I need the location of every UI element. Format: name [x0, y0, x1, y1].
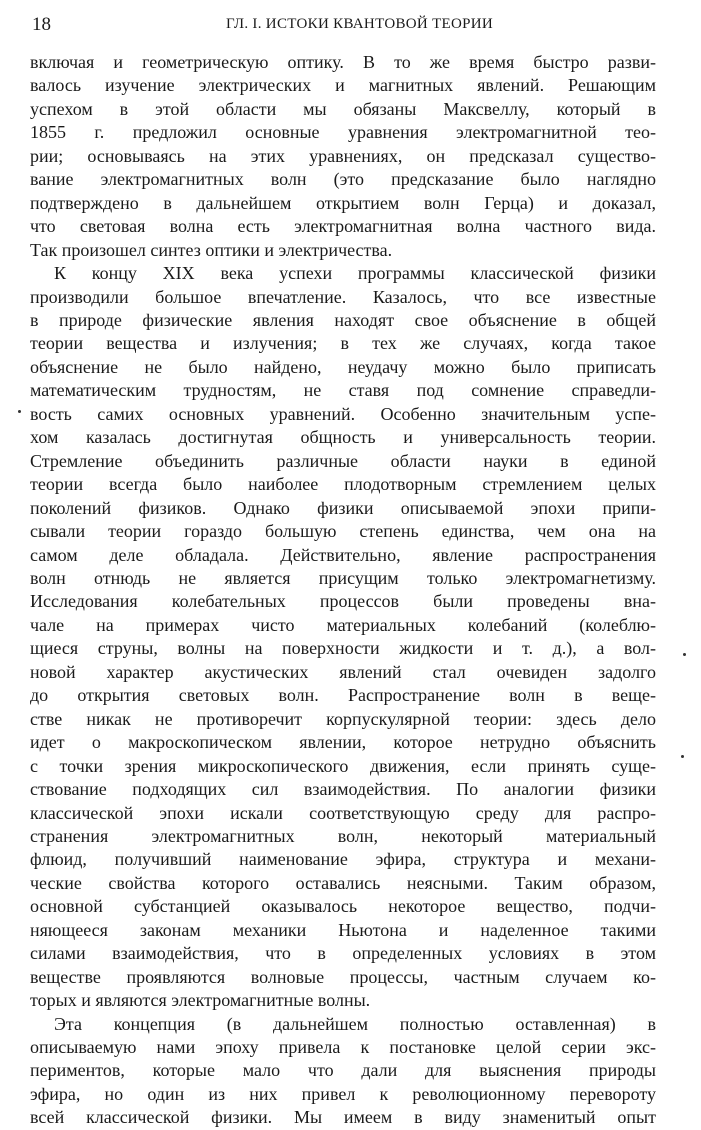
text-line: классической эпохи искали соответствующую среду для распро- [30, 802, 656, 823]
text-line: Так произошел синтез оптики и электричества. [30, 239, 393, 260]
text-line: с точки зрения микроскопического движения, если принять суще- [30, 755, 656, 776]
text-line: до открытия световых волн. Распространение волн в веще- [30, 685, 656, 706]
text-line: веществе проявляются волновые процессы, частным случаем ко- [30, 966, 656, 987]
text-line: вание электромагнитных волн (это предсказание было наглядно [30, 169, 656, 190]
margin-mark [681, 755, 684, 758]
text-line: периментов, которые мало что дали для выяснения природы [30, 1060, 656, 1081]
text-line: эфира, но один из них привел к революционному перевороту [30, 1083, 656, 1104]
text-line: чале на примерах чисто материальных колебаний (колеблю- [30, 614, 656, 635]
paragraph [30, 262, 656, 1013]
text-line: что световая волна есть электромагнитная волна частного вида. [30, 216, 656, 237]
chapter-title: ГЛ. I. ИСТОКИ КВАНТОВОЙ ТЕОРИИ [226, 16, 494, 32]
text-line: ствование подходящих сил взаимодействия. По аналогии физики [30, 779, 656, 800]
text-line: флюид, получивший наименование эфира, структура и механи- [30, 849, 656, 870]
text-line: вость самих основных уравнений. Особенно значительным успе- [30, 403, 656, 424]
text-line: производили большое впечатление. Казалось, что все известные [30, 286, 656, 307]
text-line: волн отнюдь не является присущим только электромагнетизму. [30, 567, 656, 588]
text-line: теории вещества и излучения; в тех же случаях, когда такое [30, 333, 656, 354]
text-line: няющееся законам механики Ньютона и наделенное такими [30, 919, 656, 940]
text-line: 1855 г. предложил основные уравнения электромагнитной тео- [30, 122, 656, 143]
body-text [30, 51, 656, 1130]
margin-mark [18, 410, 21, 413]
text-line: торых и являются электромагнитные волны. [30, 990, 371, 1011]
text-line: теории всегда было наиболее плодотворным стремлением целых [30, 474, 656, 495]
text-line: в природе физические явления находят свое объяснение в общей [30, 309, 656, 330]
page-number: 18 [32, 14, 51, 35]
text-line: основной субстанцией оказывалось некоторое вещество, подчи- [30, 896, 656, 917]
text-line: самом деле обладала. Действительно, явление распространения [30, 544, 656, 565]
running-head [32, 10, 662, 40]
text-line: странения электромагнитных волн, некоторый материальный [30, 825, 656, 846]
text-line: сывали теории гораздо большую степень единства, чем она на [30, 521, 656, 542]
text-line: подтверждено в дальнейшем открытием волн Герца) и доказал, [30, 192, 656, 213]
text-line: валось изучение электрических и магнитных явлений. Решающим [30, 75, 656, 96]
text-line: Эта концепция (в дальнейшем полностью оставленная) в [54, 1013, 656, 1034]
text-line: стве никак не противоречит корпускулярной теории: здесь дело [30, 708, 656, 729]
text-line: идет о макроскопическом явлении, которое нетрудно объяснить [30, 732, 656, 753]
text-line: Стремление объединить различные области науки в единой [30, 450, 656, 471]
text-line: силами взаимодействия, что в определенных условиях в этом [30, 943, 656, 964]
text-line: описываемую нами эпоху привела к постановке целой серии экс- [30, 1037, 656, 1058]
paragraph [30, 1013, 656, 1130]
text-line: хом казалась достигнутая общность и универсальность теории. [30, 427, 656, 448]
text-line: рии; основываясь на этих уравнениях, он предсказал существо- [30, 145, 656, 166]
text-line: всей классической физики. Мы имеем в виду знаменитый опыт [30, 1107, 656, 1128]
text-line: включая и геометрическую оптику. В то же время быстро разви- [30, 52, 656, 72]
text-line: К концу XIX века успехи программы классической физики [54, 263, 656, 284]
paragraph [30, 51, 656, 262]
text-line: поколений физиков. Однако физики описываемой эпохи припи- [30, 497, 656, 518]
text-line: объяснение не было найдено, неудачу можно было приписать [30, 356, 656, 377]
text-line: математическим трудностям, не ставя под сомнение справедли- [30, 380, 656, 401]
text-line: Исследования колебательных процессов были проведены вна- [30, 591, 656, 612]
text-line: щиеся струны, волны на поверхности жидкости и т. д.), а вол- [30, 638, 656, 659]
margin-mark [683, 653, 686, 656]
text-line: ческие свойства которого оставались неясными. Таким образом, [30, 872, 656, 893]
text-line: успехом в этой области мы обязаны Максвеллу, который в [30, 98, 656, 119]
text-line: новой характер акустических явлений стал очевиден задолго [30, 661, 656, 682]
